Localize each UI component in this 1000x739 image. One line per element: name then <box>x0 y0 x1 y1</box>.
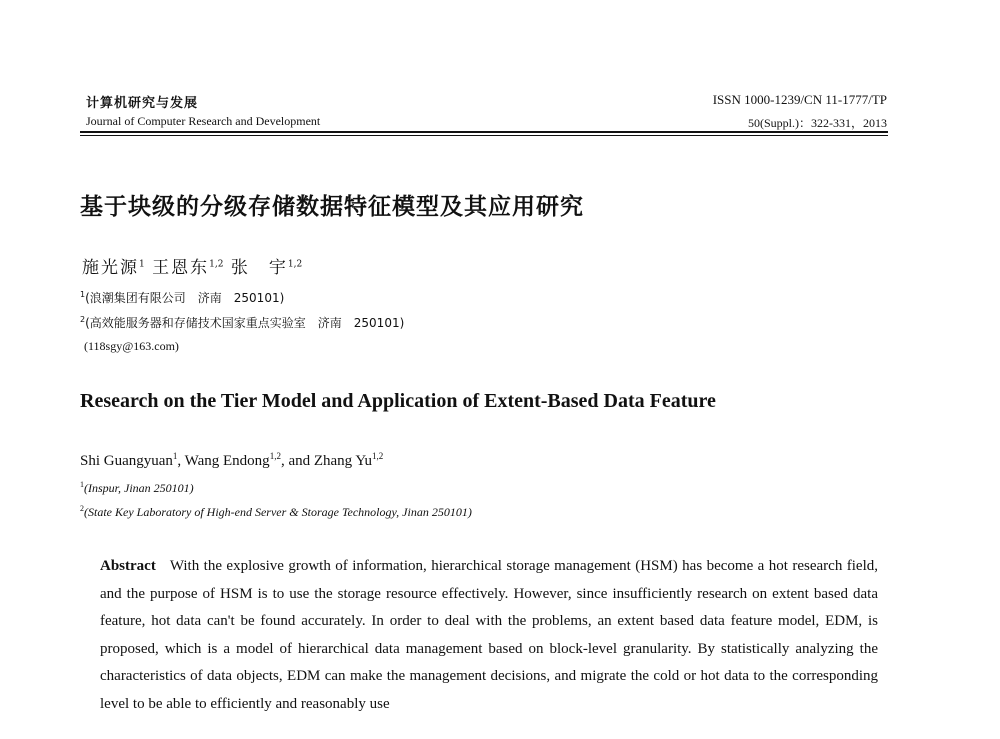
author-email: (118sgy@163.com) <box>84 339 179 353</box>
affiliation-cn-2 <box>80 314 404 331</box>
author-cn-sup: 1,2 <box>209 259 224 270</box>
affiliation-cn-text: (浪潮集团有限公司 济南 250101) <box>85 291 285 305</box>
journal-issn: ISSN 1000-1239/CN 11-1777/TP <box>712 92 887 107</box>
author-en-sep: , and <box>280 453 314 469</box>
authors-en <box>80 451 383 470</box>
journal-volume: 50(Suppl.)：322-331，2013 <box>748 116 887 130</box>
author-en-name: Wang Endong <box>184 453 270 469</box>
affiliation-en-2 <box>80 504 472 520</box>
affiliation-en-text: (Inspur, Jinan 250101) <box>84 481 194 495</box>
journal-name-cn: 计算机研究与发展 <box>86 96 199 111</box>
paper-title-en: Research on the Tier Model and Application of Extent-Based Data Feature <box>80 390 716 412</box>
author-cn-name: 施光源 <box>82 258 139 278</box>
author-en-sup: 1,2 <box>269 451 281 461</box>
affiliation-cn-1 <box>80 289 284 306</box>
author-cn-sup: 1,2 <box>287 259 303 270</box>
author-cn-sup: 1 <box>139 259 145 270</box>
affiliation-en-1 <box>80 480 194 496</box>
affiliation-en-sup: 2 <box>80 504 84 513</box>
header-rule-thin <box>80 135 888 136</box>
affiliation-en-sup: 1 <box>80 480 84 489</box>
abstract-text: With the explosive growth of information, hierarchical storage management (HSM) has become a hot research field, and the purpose of HSM is to use the storage resource effectively. However, since insufficiently research on extent based data feature, hot data can't be found accurately. In order to deal with the problems, an extent based data feature model, EDM, is proposed, which is a model of hierarchical data management based on block-level granularity. By statistically analyzing the characteristics of data objects, EDM can make the management decisions, and migrate the cold or hot data to the corresponding level to be able to efficiently and reasonably use <box>100 558 878 712</box>
author-cn-name: 王恩东 <box>152 258 210 278</box>
author-en-name: Shi Guangyuan <box>80 453 173 469</box>
authors-cn <box>82 253 302 278</box>
paper-title-cn: 基于块级的分级存储数据特征模型及其应用研究 <box>80 194 584 220</box>
header-rule-thick <box>80 131 888 133</box>
abstract-paragraph <box>100 553 878 718</box>
abstract-label: Abstract <box>100 558 156 574</box>
affiliation-cn-sup: 2 <box>80 315 86 324</box>
author-en-name: Zhang Yu <box>313 453 373 469</box>
affiliation-en-text: (State Key Laboratory of High-end Server & Storage Technology, Jinan 250101) <box>84 505 472 519</box>
affiliation-cn-text: (高效能服务器和存储技术国家重点实验室 济南 250101) <box>85 316 405 330</box>
author-cn-name: 张 宇 <box>230 258 288 278</box>
author-en-sup: 1 <box>172 451 178 461</box>
journal-name-en: Journal of Computer Research and Development <box>86 114 321 128</box>
author-en-sep: , <box>177 453 185 469</box>
affiliation-cn-sup: 1 <box>80 290 86 299</box>
author-en-sup: 1,2 <box>372 451 384 461</box>
